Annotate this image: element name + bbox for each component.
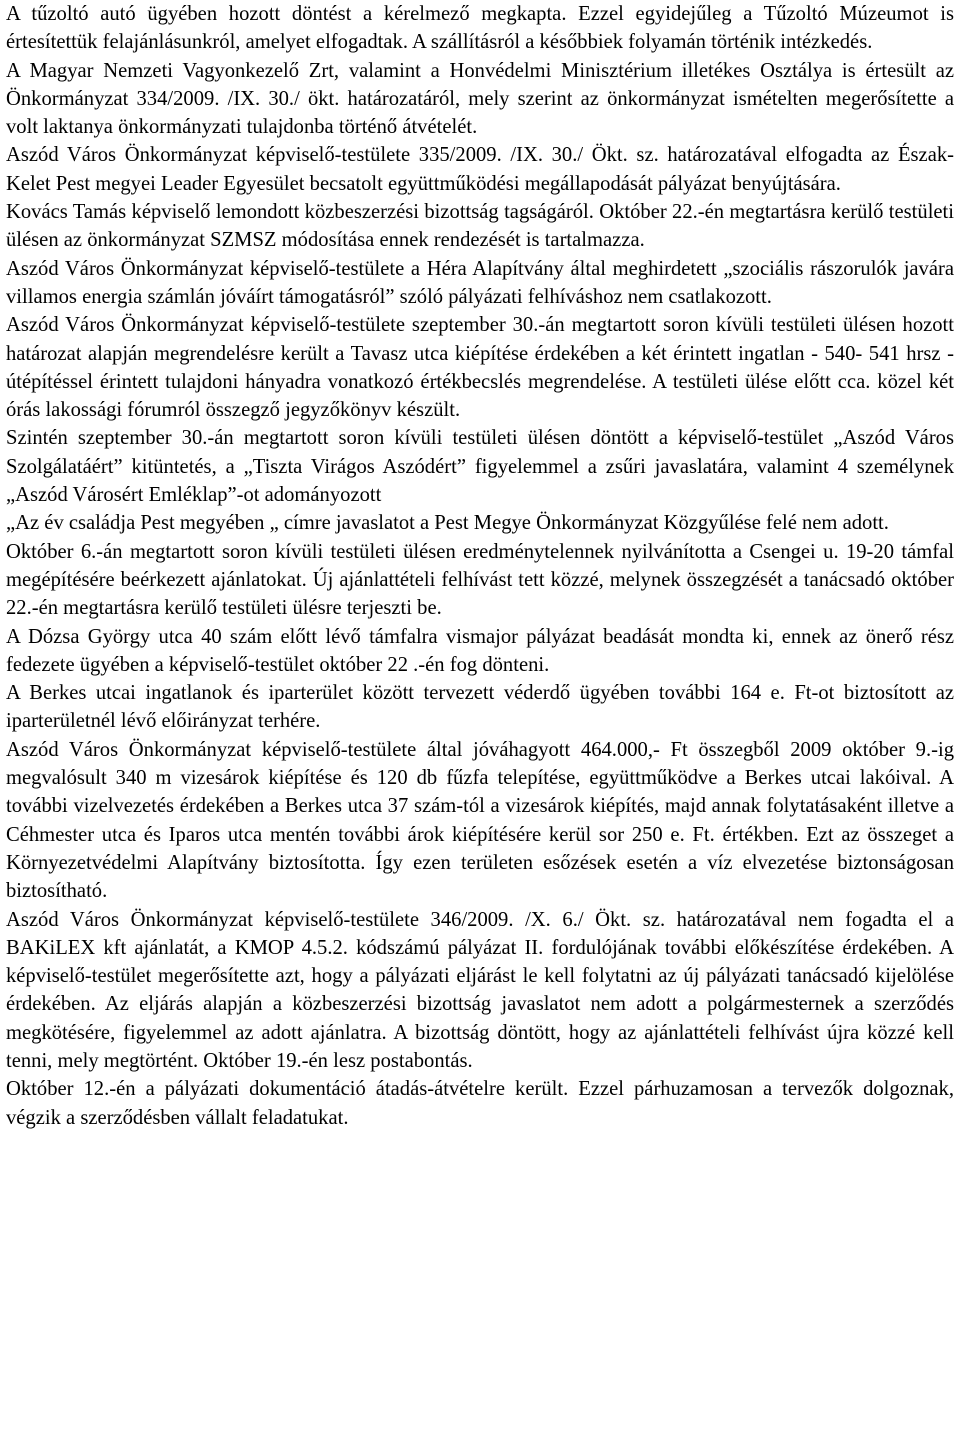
paragraph-family-of-year: „Az év családja Pest megyében „ címre javaslatot a Pest Megye Önkormányzat Közgyűlése felé nem adott.	[6, 512, 889, 535]
paragraph-committee-resignation: Kovács Tamás képviselő lemondott közbeszerzési bizottság tagságáról. Október 22.-én megtartásra kerülő testületi ülésen az önkormányzat SZMSZ módosítása ennek rendezését is tartalmazza.	[6, 201, 954, 252]
paragraph-bakilex: Aszód Város Önkormányzat képviselő-testülete 346/2009. /X. 6./ Ökt. sz. határozatával nem fogadta el a BAKiLEX kft ajánlatát, a KMOP 4.5.2. kódszámú pályázat II. fordulójának további előkészítése érdekében. A képviselő-testület megerősítette azt, hogy a pályázati eljárást le kell folytatni az új pályázati tanácsadó kijelölése érdekében. Az eljárás alapján a közbeszerzési bizottság javaslatot nem adott a polgármesternek a szerződés megkötésére, figyelemmel az adott ajánlatra. A bizottság döntött, hogy az ajánlattételi felhívást újra közzé kell tenni, mely megtörtént. Október 19.-én lesz postabontás.	[6, 908, 954, 1072]
paragraph-leader-agreement: Aszód Város Önkormányzat képviselő-testülete 335/2009. /IX. 30./ Ökt. sz. határozatával elfogadta az Észak-Kelet Pest megyei Leader Egyesület becsatolt együttműködési megállapodását pályázat benyújtására.	[6, 144, 954, 195]
paragraph-retaining-wall-tender: Október 6.-án megtartott soron kívüli testületi ülésen eredménytelennek nyilvánította a Csengei u. 19-20 támfal megépítésére beérkezett ajánlatokat. Új ajánlattételi felhívást tett közzé, melynek összegzését a tanácsadó október 22.-én megtartásra kerülő testületi ülésre terjeszti be.	[6, 540, 954, 620]
paragraph-hera-foundation: Aszód Város Önkormányzat képviselő-testülete a Héra Alapítvány által meghirdetett „szociális rászorulók javára villamos energia számlán jóváírt támogatásról” szóló pályázati felhíváshoz nem csatlakozott.	[6, 257, 954, 308]
paragraph-protective-forest: A Berkes utcai ingatlanok és iparterület között tervezett véderdő ügyében további 164 e. Ft-ot biztosított az iparterületnél lévő előirányzat terhére.	[6, 682, 954, 733]
paragraph-dozsa-street: A Dózsa György utca 40 szám előtt lévő támfalra vismajor pályázat beadását mondta ki, ennek az önerő rész fedezete ügyében a képviselő-testület október 22 .-én fog dönteni.	[6, 625, 954, 676]
paragraph-awards: Szintén szeptember 30.-án megtartott soron kívüli testületi ülésen döntött a képviselő-testület „Aszód Város Szolgálatáért” kitüntetés, a „Tiszta Virágos Aszódért” figyelemmel a zsűri javaslatára, valamint 4 személynek „Aszód Városért Emléklap”-ot adományozott	[6, 427, 954, 507]
paragraph-tavasz-street: Aszód Város Önkormányzat képviselő-testülete szeptember 30.-án megtartott soron kívüli testületi ülésen hozott határozat alapján megrendelésre került a Tavasz utca kiépítése érdekében a két érintett ingatlan - 540- 541 hrsz - útépítéssel érintett tulajdoni hányadra vonatkozó értékbecslés megrendelése. A testületi ülése előtt cca. közel két órás lakossági fórumról összegző jegyzőkönyv készült.	[6, 314, 954, 422]
paragraph-drainage-ditch: Aszód Város Önkormányzat képviselő-testülete által jóváhagyott 464.000,- Ft összegből 2009 október 9.-ig megvalósult 340 m vizesárok kiépítése és 120 db fűzfa telepítése, együttműködve a Berkes utcai lakóival. A további vizelvezetés érdekében a Berkes utca 37 szám-tól a vizesárok kiépítés, majd annak folytatásaként illetve a Céhmester utca és Iparos utca mentén további árok kiépítésére kerül sor 250 e. Ft. értékben. Ezt az összeget a Környezetvédelmi Alapítvány biztosította. Így ezen területen esőzések esetén a víz elvezetése biztonságosan biztosítható.	[6, 738, 954, 903]
paragraph-documentation-handover: Október 12.-én a pályázati dokumentáció átadás-átvételre került. Ezzel párhuzamosan a tervezők dolgoznak, végzik a szerződésben vállalt feladatukat.	[6, 1078, 954, 1129]
paragraph-fire-truck: A tűzoltó autó ügyében hozott döntést a kérelmező megkapta. Ezzel egyidejűleg a Tűzoltó Múzeumot is értesítettük felajánlásunkról, amelyet elfogadtak. A szállításról a későbbiek folyamán történik intézkedés.	[6, 3, 954, 54]
paragraph-barracks-transfer: A Magyar Nemzeti Vagyonkezelő Zrt, valamint a Honvédelmi Minisztérium illetékes Osztálya is értesült az Önkormányzat 334/2009. /IX. 30./ ökt. határozatáról, mely szerint az önkormányzat ismételten megerősítette a volt laktanya önkormányzati tulajdonba történő átvételét.	[6, 59, 954, 139]
